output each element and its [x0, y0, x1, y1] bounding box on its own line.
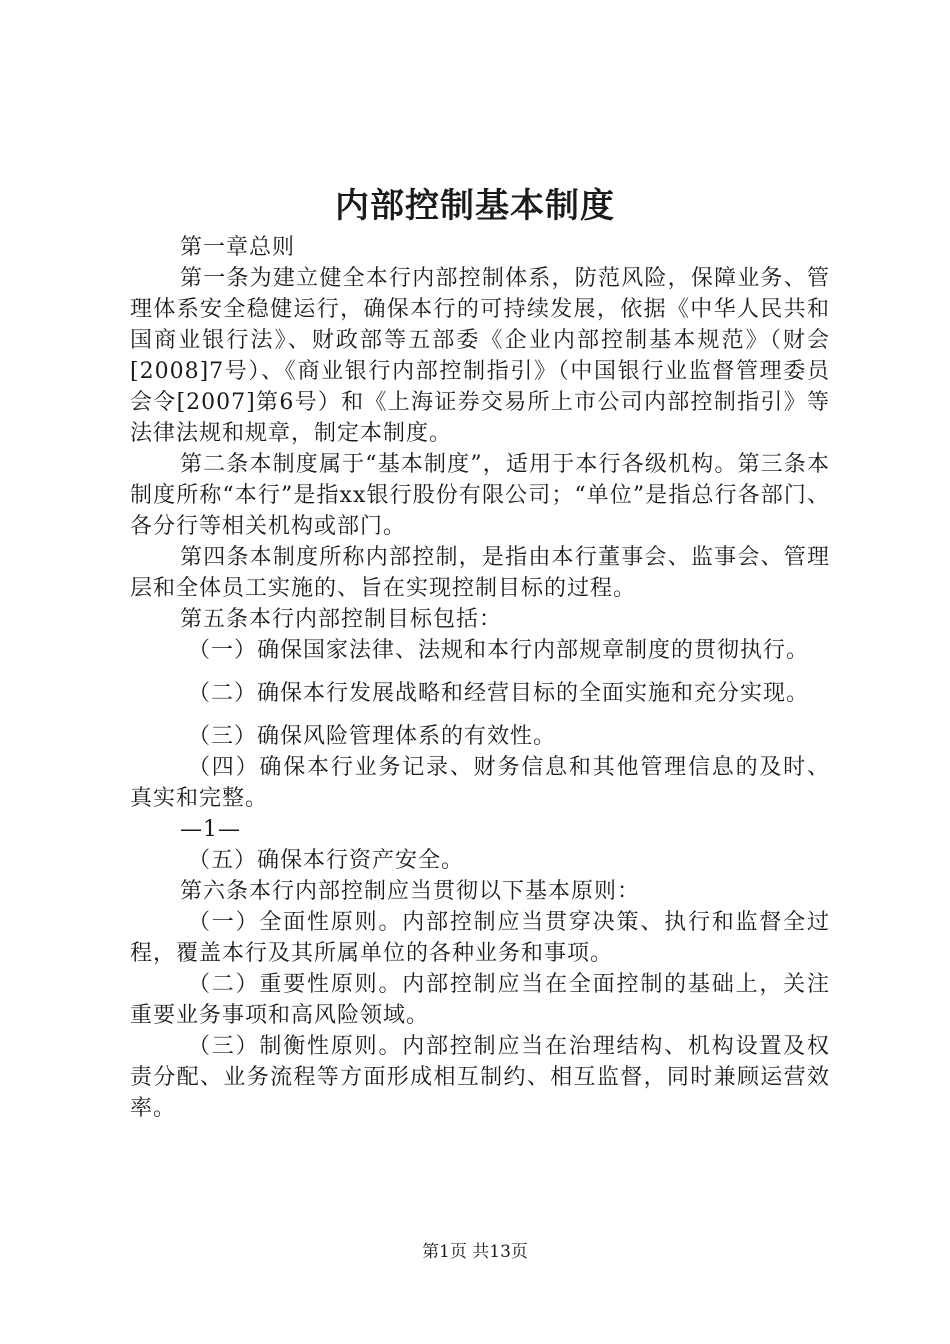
- article-5: 第五条本行内部控制目标包括：: [180, 607, 503, 632]
- document-title: 内部控制基本制度: [335, 186, 615, 226]
- article-2-3: 第二条本制度属于“基本制度”，适用于本行各级机构。第三条本制度所称“本行”是指xx银行股份有限公司；“单位”是指总行各部门、各分行等相关机构或部门。: [130, 452, 830, 539]
- objective-2: （二）确保本行发展战略和经营目标的全面实施和充分实现。: [188, 681, 810, 706]
- article-1: 第一条为建立健全本行内部控制体系，防范风险，保障业务、管理体系安全稳健运行，确保本行的可持续发展，依据《中华人民共和国商业银行法》、财政部等五部委《企业内部控制基本规范》（财会[2008]7号）、《商业银行内部控制指引》（中国银行业监督管理委员会令[2007]第6号）和《上海证券交易所上市公司内部控制指引》等法律法规和规章，制定本制度。: [130, 266, 830, 446]
- document-body: [130, 232, 830, 1124]
- article-6: 第六条本行内部控制应当贯彻以下基本原则：: [180, 879, 641, 904]
- inline-page-number: —1—: [180, 817, 241, 842]
- principle-1: （一）全面性原则。内部控制应当贯穿决策、执行和监督全过程，覆盖本行及其所属单位的各种业务和事项。: [130, 910, 830, 966]
- chapter-heading: 第一章总则: [180, 235, 296, 260]
- article-4: 第四条本制度所称内部控制，是指由本行董事会、监事会、管理层和全体员工实施的、旨在实现控制目标的过程。: [130, 545, 830, 601]
- page-footer: 第1页 共13页: [422, 1242, 528, 1262]
- principle-3: （三）制衡性原则。内部控制应当在治理结构、机构设置及权责分配、业务流程等方面形成相互制约、相互监督，同时兼顾运营效率。: [130, 1034, 830, 1121]
- objective-4: （四）确保本行业务记录、财务信息和其他管理信息的及时、真实和完整。: [130, 755, 830, 811]
- objective-3: （三）确保风险管理体系的有效性。: [188, 724, 557, 749]
- objective-5: （五）确保本行资产安全。: [188, 848, 465, 873]
- principle-2: （二）重要性原则。内部控制应当在全面控制的基础上，关注重要业务事项和高风险领域。: [130, 972, 830, 1028]
- objective-1: （一）确保国家法律、法规和本行内部规章制度的贯彻执行。: [188, 638, 810, 663]
